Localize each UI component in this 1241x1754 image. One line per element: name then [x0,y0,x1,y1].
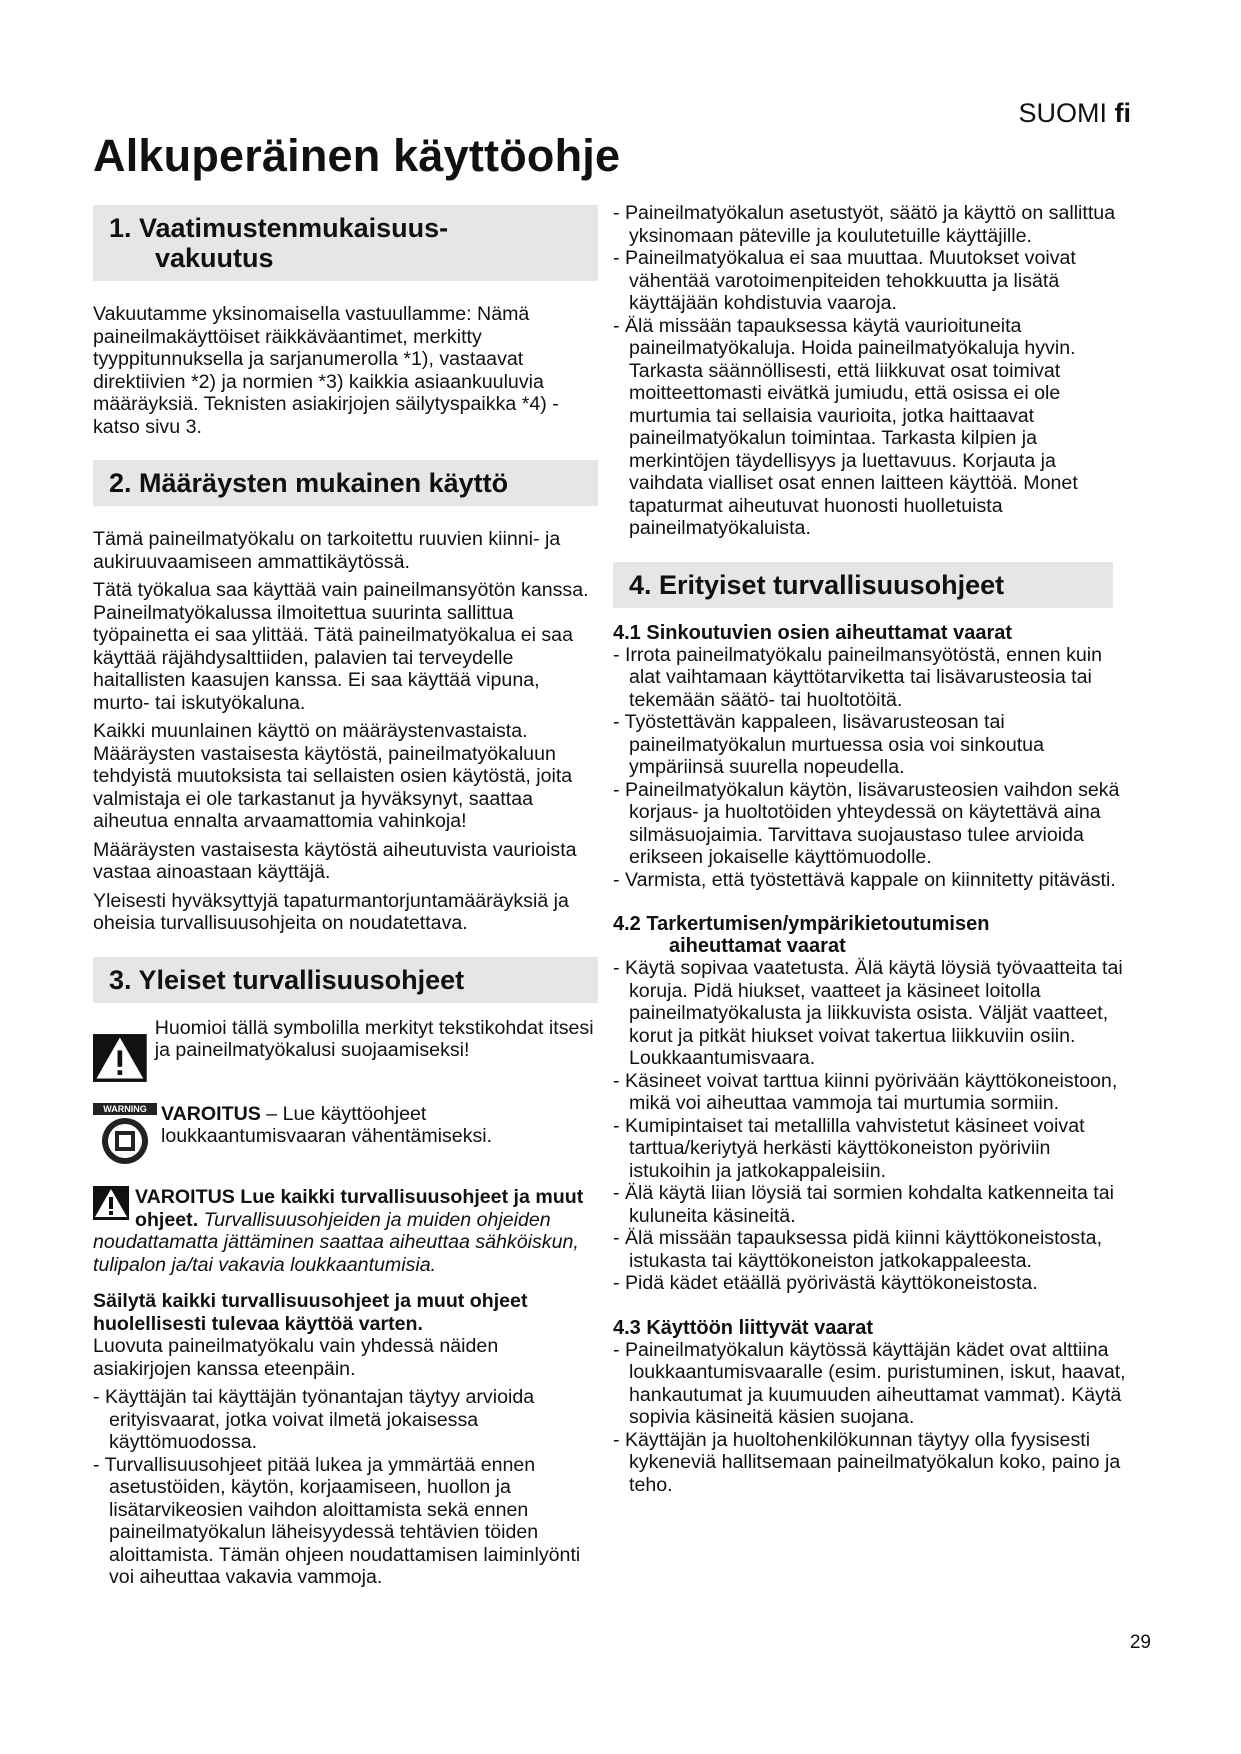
section-2-heading: 2. Määräysten mukainen käyttö [93,460,598,506]
list-item: - Käyttäjän ja huoltohenkilökunnan täytyy olla fyysisesti kykeneviä hallitsemaan paineilmatyökalun koko, paino ja teho. [613,1428,1121,1496]
warning-icons [93,1103,161,1173]
list-item: - Käytä sopivaa vaatetusta. Älä käytä löysiä työvaatteita tai koruja. Pidä hiukset, vaatteet ja käsineet loitolla paineilmatyökalusta ja liikkuvista osista. Väljät vaatteet, korut ja pitkät hiukset voivat takertua liikkuviin osiin. Loukkaantumisvaara. [613,957,1123,1069]
section-1-text: Vakuutamme yksinomaisella vastuullamme: Nämä paineilmakäyttöiset räikkäväantimet, merkitty tyyppitunnuksella ja sarjanumerolla *1), vastaavat direktiivien *2) ja normien *3) kaikkia asiaankuuluvia määräyksiä. Teknisten asiakirjojen säilytyspaikka *4) - katso sivu 3. [93,303,559,438]
language-code: fi [1114,98,1131,128]
language-label [1018,98,1131,129]
list-item: - Käsineet voivat tarttua kiinni pyörivään käyttökoneistoon, mikä voi aiheuttaa vammoja tai murtumia sormiin. [613,1069,1118,1114]
subsection-4-2-heading [613,913,1131,957]
warning-label: WARNING [93,1103,157,1115]
read-manual-warning [93,1103,598,1173]
section-1-heading [93,205,598,281]
warning-2-paragraph [93,1186,598,1276]
list-item: - Älä käytä liian löysiä tai sormien kohdalta katkenneita tai kuluneita käsineitä. [613,1182,1114,1227]
section-2-p4: Määräysten vastaisesta käytöstä aiheutuvista vaurioista vastaa ainoastaan käyttäjä. [93,838,577,883]
warning-symbol-block [93,1017,598,1099]
subsection-4-1-heading: 4.1 Sinkoutuvien osien aiheuttamat vaarat [613,621,1013,644]
symbol-explanation: Huomioi tällä symbolilla merkityt tekstikohdat itsesi ja paineilmatyökalusi suojaamiseksi! [154,1016,594,1061]
list-item: - Älä missään tapauksessa käytä vaurioituneita paineilmatyökaluja. Hoida paineilmatyökaluja hyvin. Tarkasta säännöllisesti, että liikkuvat osat toimivat moitteettomasti eivätkä jumiudu, että osissa ei ole murtumia tai sellaisia vaurioita, jotka haittaavat paineilmatyökalun toimintaa. Tarkasta kilpien ja merkintöjen täydellisyys ja luettavuus. Korjauta ja vaihdata vialliset osat ennen laitteen käyttöä. Monet tapaturmat aiheutuvat huonosti huolletuista paineilmatyökaluista. [613,314,1078,539]
list-item: - Varmista, että työstettävä kappale on kiinnitetty pitävästi. [613,868,1116,891]
list-item: - Paineilmatyökalua ei saa muuttaa. Muutokset voivat vähentää varotoimenpiteiden tehokkuutta ja lisätä käyttäjään kohdistuvia vaaroja. [613,247,1076,314]
section-3-heading: 3. Yleiset turvallisuusohjeet [93,957,598,1003]
read-manual-icon [93,1115,157,1167]
right-column [613,202,1131,1496]
page-title: Alkuperäinen käyttöohje [93,130,621,181]
list-item: - Pidä kädet etäällä pyörivästä käyttökoneistosta. [613,1272,1038,1294]
section-1-heading-line1: 1. Vaatimustenmukaisuus- [109,213,449,243]
keep-instructions-bold: Säilytä kaikki turvallisuusohjeet ja muut ohjeet huolellisesti tulevaa käyttöä varten. [93,1290,528,1335]
section-2-p2: Tätä työkalua saa käyttää vain paineilmansyötön kanssa. Paineilmatyökalussa ilmoitettua suurinta sallittua työpainetta ei saa ylittää. Tätä paineilmatyökalua ei saa käyttää räjähdysalttiiden, palavien tai terveydelle haitallisten kaasujen kanssa. Ei saa käyttää vipuna, murto- tai iskutyökaluna. [93,579,589,714]
list-item: - Työstettävän kappaleen, lisävarusteosan tai paineilmatyökalun murtuessa osia voi sinkoutua ympäriinsä suurella nopeudella. [613,711,1044,778]
section-4-heading: 4. Erityiset turvallisuusohjeet [613,562,1113,608]
list-item: - Käyttäjän tai käyttäjän työnantajan täytyy arvioida erityisvaarat, jotka voivat ilmetä jokaisessa käyttömuodossa. [93,1386,535,1453]
warning-triangle-icon [93,1017,147,1099]
page-number: 29 [1129,1632,1151,1653]
list-item: - Älä missään tapauksessa pidä kiinni käyttökoneistosta, istukasta tai käyttökoneiston jatkokappaleesta. [613,1227,1103,1272]
keep-instructions-text: Luovuta paineilmatyökalu vain yhdessä näiden asiakirjojen kanssa eteenpäin. [93,1335,499,1380]
subsection-4-3-heading: 4.3 Käyttöön liittyvät vaarat [613,1316,874,1339]
subsection-4-2-heading-line2: aiheuttamat vaarat [669,935,846,957]
warning-1-text: – Lue käyttöohjeet loukkaantumisvaaran vähentämiseksi. [161,1102,493,1147]
list-item: - Paineilmatyökalun käytön, lisävarusteosien vaihdon sekä korjaus- ja huoltotöiden yhteydessä on käytettävä aina silmäsuojaimia. Tarvittava suojaustaso tulee arvioida erikseen jokaiselle käyttömuodolle. [613,778,1120,868]
list-item: - Paineilmatyökalun käytössä käyttäjän kädet ovat alttiina loukkaantumisvaaralle (esim. puristuminen, iskut, haavat, hankautumat ja kuumuuden aiheuttamat vammat). Käytä sopivia käsineitä käsien suojana. [613,1338,1126,1428]
list-item: - Turvallisuusohjeet pitää lukea ja ymmärtää ennen asetustöiden, käytön, korjaamiseen, huollon ja lisätarvikeosien vaihdon aloittamista sekä ennen paineilmatyökalun läheisyydessä tehtävien töiden aloittamista. Tämän ohjeen noudattamisen laiminlyönti voi aiheuttaa vakavia vammoja. [93,1453,581,1588]
section-1-heading-line2: vakuutus [155,243,274,273]
warning-2-italic: Turvallisuusohjeiden ja muiden ohjeiden noudattamatta jättäminen saattaa aiheuttaa sähköiskun, tulipalon ja/tai vakavia loukkaantumisia. [93,1208,579,1276]
section-2-p1: Tämä paineilmatyökalu on tarkoitettu ruuvien kiinni- ja aukiruuvaamiseen ammattikäytössä. [93,528,561,573]
list-item: - Paineilmatyökalun asetustyöt, säätö ja käyttö on sallittua yksinomaan päteville ja koulutetuille käyttäjille. [613,202,1116,247]
list-item: - Irrota paineilmatyökalu paineilmansyötöstä, ennen kuin alat vaihtamaan käyttötarviketta tai lisävarusteosia tai tekemään säätö- tai huoltotöitä. [613,643,1103,711]
language-name: SUOMI [1018,98,1107,128]
left-column [93,205,598,1589]
section-2-p3: Kaikki muunlainen käyttö on määräystenvastaista. Määräysten vastaisesta käytöstä, paineilmatyökaluun tehdyistä muutoksista tai sellaisten osien käytöstä, joita valmistaja ei ole tarkastanut ja hyväksynyt, saattaa aiheutua ennalta arvaamattomia vahinkoja! [93,720,573,832]
warning-1-bold: VAROITUS [161,1102,261,1125]
section-2-p5: Yleisesti hyväksyttyjä tapaturmantorjuntamääräyksiä ja oheisia turvallisuusohjeita on noudatettava. [93,889,569,934]
subsection-4-2-heading-line1: 4.2 Tarkertumisen/ympärikietoutumisen [613,913,990,935]
list-item: - Kumipintaiset tai metallilla vahvistetut käsineet voivat tarttua/keriytyä herkästi käyttökoneiston pyöriviin istukoihin ja jatkokappaleisiin. [613,1114,1085,1182]
warning-small-triangle-icon [93,1186,129,1220]
warning-2-bold: VAROITUS Lue kaikki turvallisuusohjeet ja muut ohjeet. [135,1186,584,1231]
warning-read-manual-text [161,1103,598,1148]
